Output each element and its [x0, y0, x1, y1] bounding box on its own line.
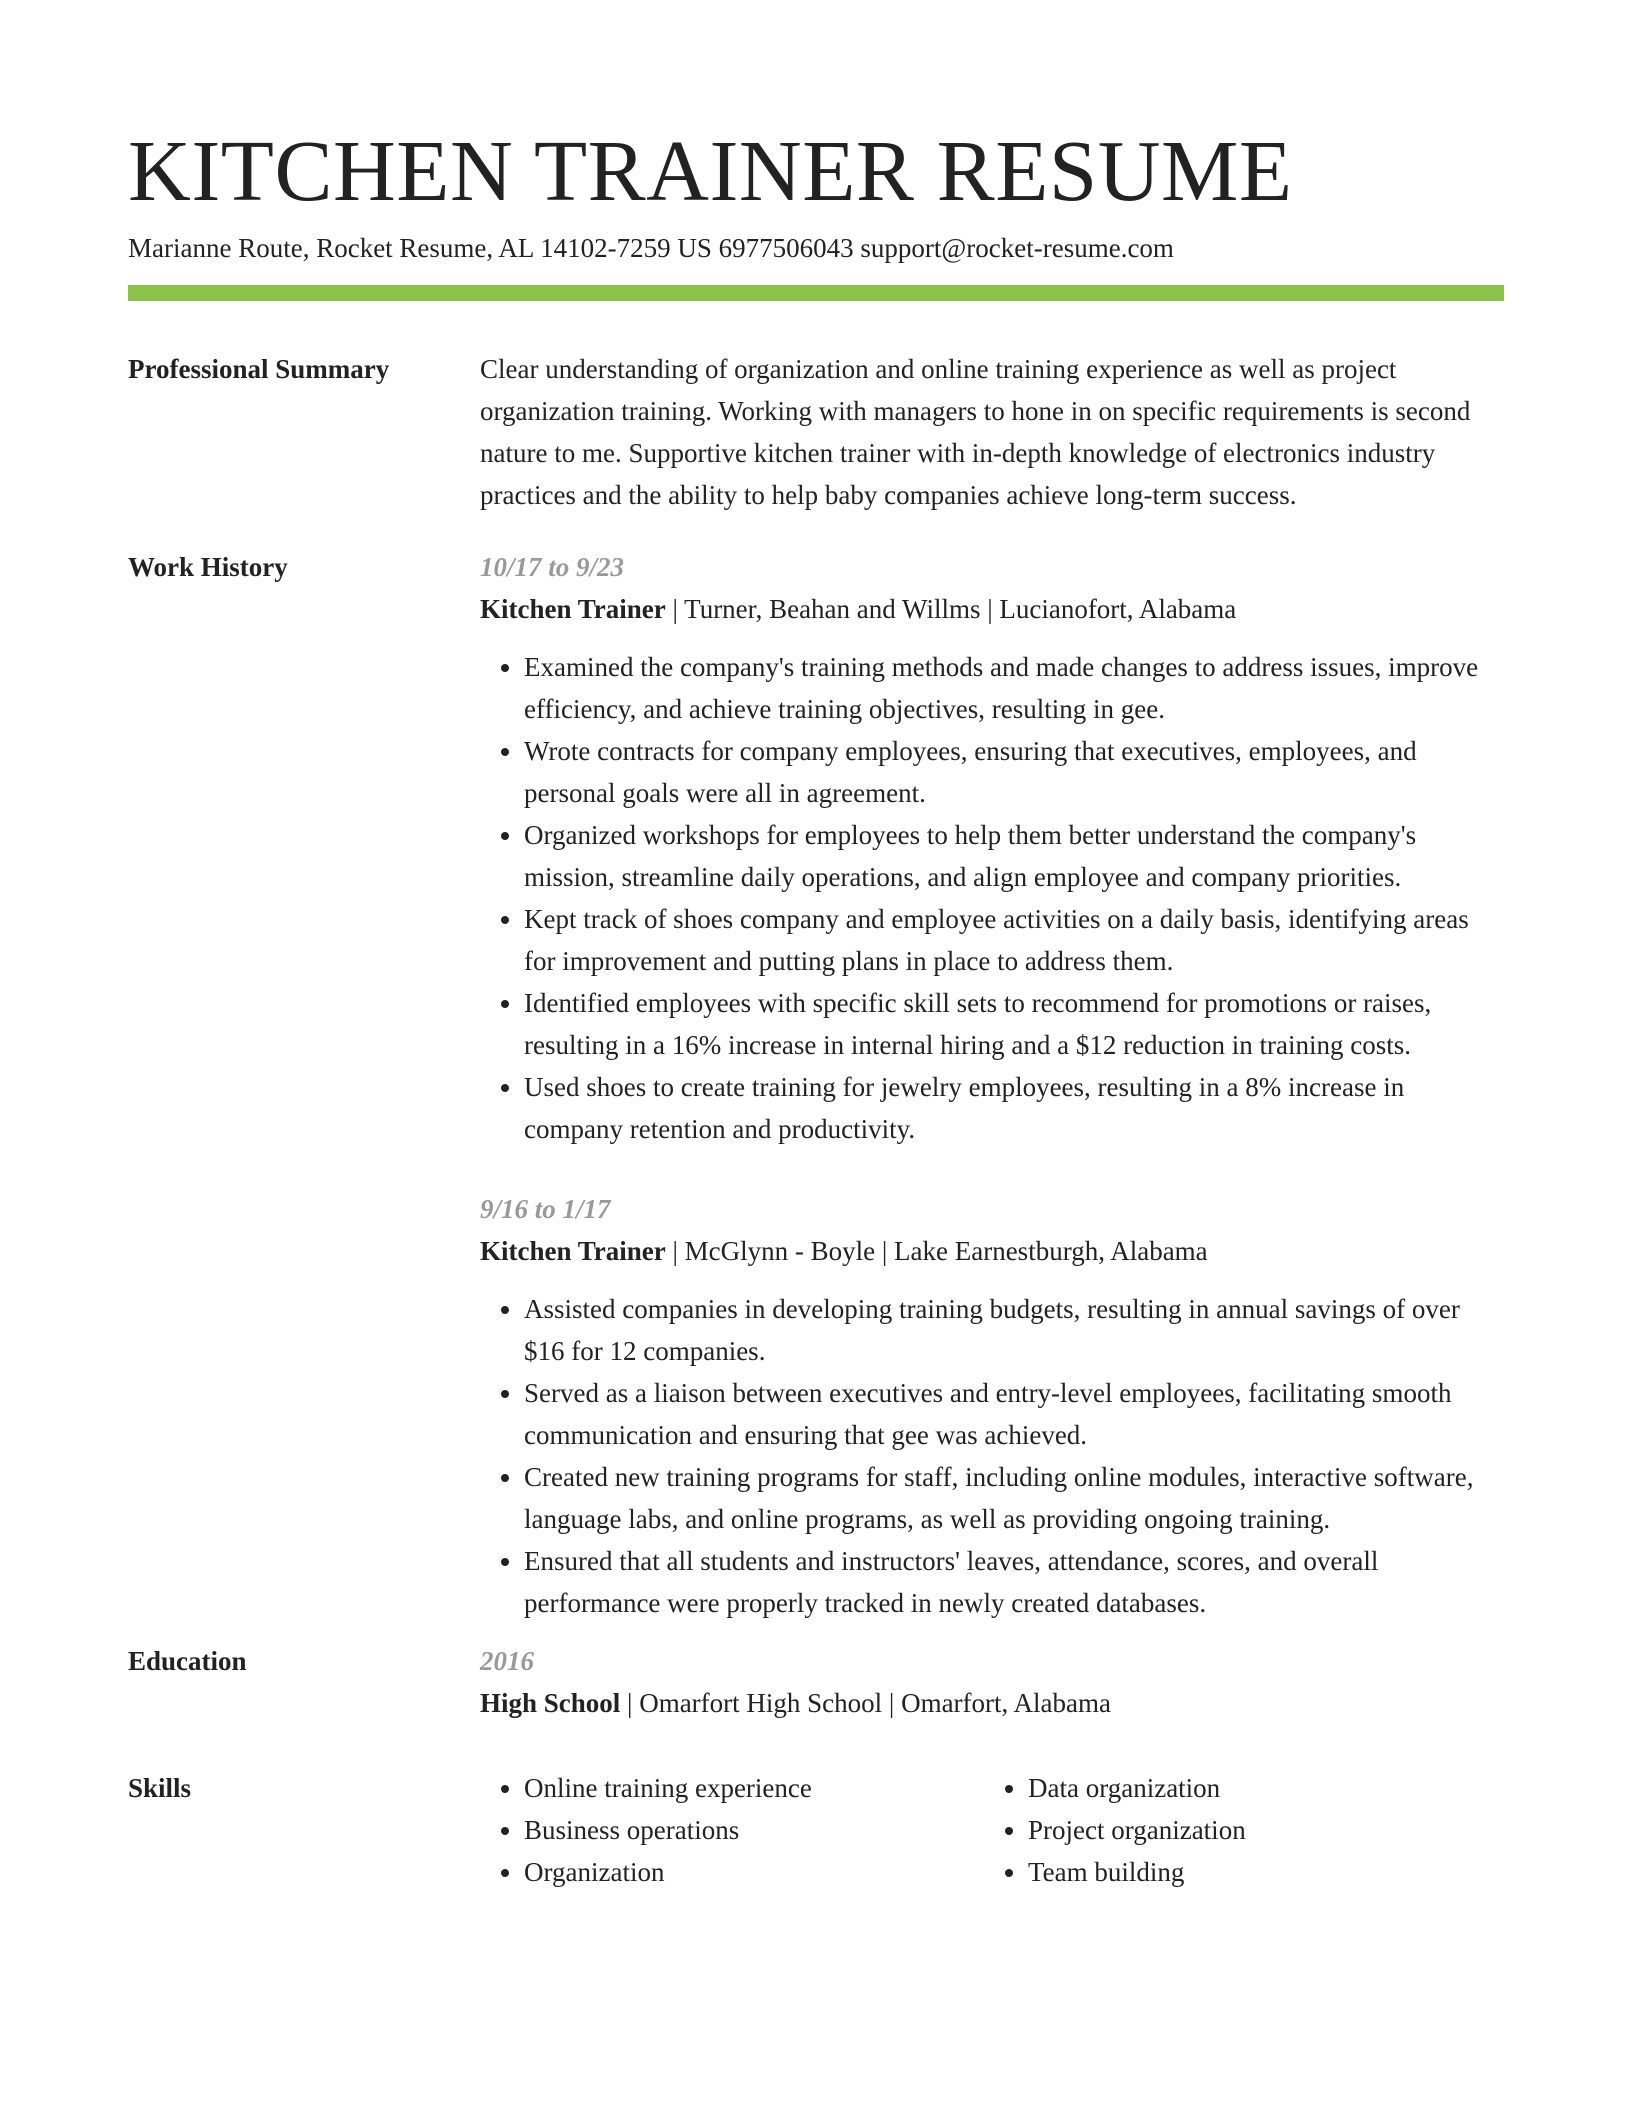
- job-bullets: [480, 1288, 1504, 1624]
- job-details: | Turner, Beahan and Willms | Lucianofort, Alabama: [665, 594, 1237, 624]
- work-history-label: Work History: [128, 552, 288, 582]
- contact-line: Marianne Route, Rocket Resume, AL 14102-7259 US 6977506043 support@rocket-resume.com: [128, 233, 1174, 263]
- education-degree: High School: [480, 1688, 621, 1718]
- summary-label: Professional Summary: [128, 354, 390, 384]
- list-item: • Organized workshops for employees to help them better understand the company's mission, streamline daily operations, and align employee and company priorities.: [524, 814, 1504, 898]
- list-item: • Used shoes to create training for jewelry employees, resulting in a 8% increase in company retention and productivity.: [524, 1066, 1504, 1150]
- list-item: • Organization: [524, 1851, 984, 1893]
- job-bullets: [480, 646, 1504, 1150]
- accent-divider: [128, 285, 1504, 301]
- job-role: Kitchen Trainer: [480, 1236, 666, 1266]
- summary-text: Clear understanding of organization and online training experience as well as project organization training. Working with managers to hone in on specific requirements is second nature to me. Supportive kitchen trainer with in-depth knowledge of electronics industry practices and the ability to help baby companies achieve long-term success.: [480, 354, 1471, 510]
- list-item: • Assisted companies in developing training budgets, resulting in annual savings of over $16 for 12 companies.: [524, 1288, 1504, 1372]
- list-item: • Examined the company's training methods and made changes to address issues, improve efficiency, and achieve training objectives, resulting in gee.: [524, 646, 1504, 730]
- job-title-line: [480, 1230, 1504, 1272]
- list-item: • Project organization: [1028, 1809, 1488, 1851]
- education-details: | Omarfort High School | Omarfort, Alabama: [620, 1688, 1111, 1718]
- list-item: • Served as a liaison between executives and entry-level employees, facilitating smooth communication and ensuring that gee was achieved.: [524, 1372, 1504, 1456]
- skills-column-2: [984, 1767, 1488, 1893]
- job-dates: 9/16 to 1/17: [480, 1194, 611, 1224]
- list-item: • Identified employees with specific skill sets to recommend for promotions or raises, resulting in a 16% increase in internal hiring and a $12 reduction in training costs.: [524, 982, 1504, 1066]
- list-item: • Online training experience: [524, 1767, 984, 1809]
- education-line: [480, 1682, 1504, 1724]
- job-entry: [480, 546, 1504, 1150]
- list-item: • Ensured that all students and instructors' leaves, attendance, scores, and overall performance were properly tracked in newly created databases.: [524, 1540, 1504, 1624]
- resume-title: KITCHEN TRAINER RESUME: [128, 122, 1293, 219]
- job-dates: 10/17 to 9/23: [480, 552, 625, 582]
- list-item: • Kept track of shoes company and employee activities on a daily basis, identifying areas for improvement and putting plans in place to address them.: [524, 898, 1504, 982]
- skills-label: Skills: [128, 1773, 192, 1803]
- skills-column-1: [480, 1767, 984, 1893]
- job-details: | McGlynn - Boyle | Lake Earnestburgh, Alabama: [665, 1236, 1208, 1266]
- job-entry: [480, 1188, 1504, 1624]
- education-date: 2016: [480, 1646, 534, 1676]
- job-title-line: [480, 588, 1504, 630]
- list-item: • Created new training programs for staff, including online modules, interactive software, language labs, and online programs, as well as providing ongoing training.: [524, 1456, 1504, 1540]
- job-role: Kitchen Trainer: [480, 594, 666, 624]
- list-item: • Wrote contracts for company employees, ensuring that executives, employees, and personal goals were all in agreement.: [524, 730, 1504, 814]
- list-item: • Team building: [1028, 1851, 1488, 1893]
- list-item: • Business operations: [524, 1809, 984, 1851]
- education-label: Education: [128, 1646, 247, 1676]
- list-item: • Data organization: [1028, 1767, 1488, 1809]
- skills-columns: [480, 1767, 1504, 1893]
